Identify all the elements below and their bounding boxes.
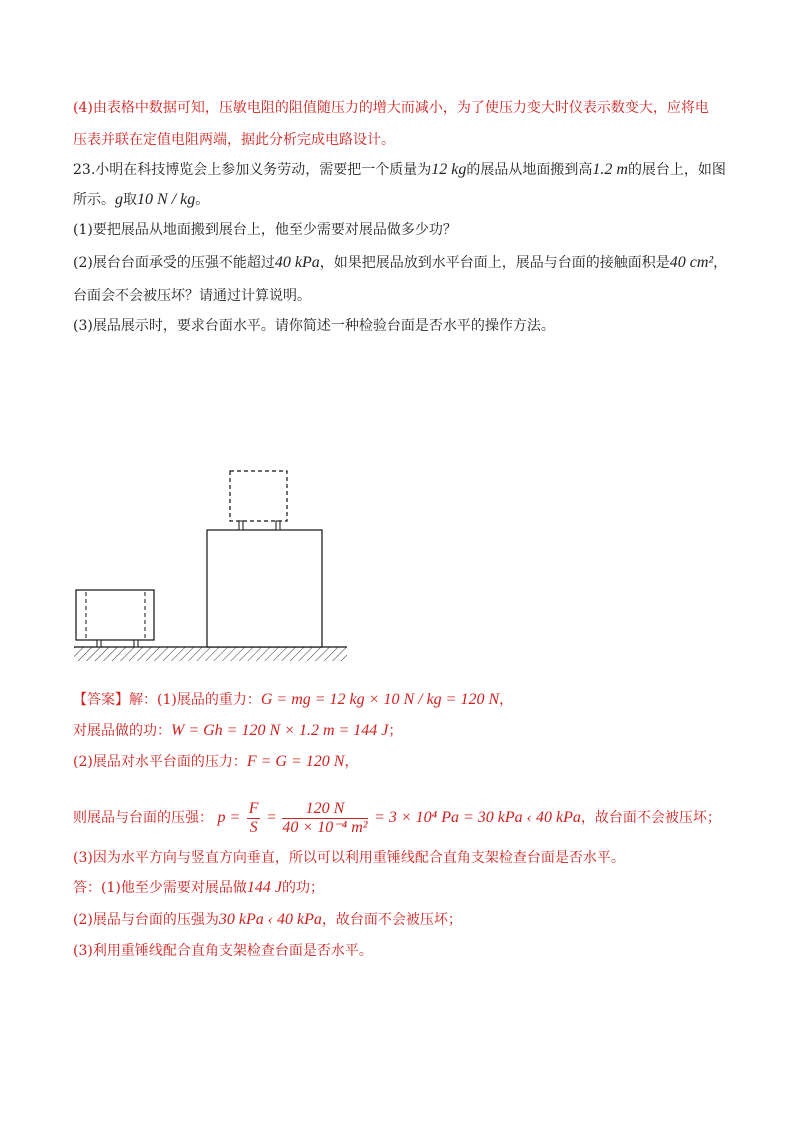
question-part-1: (1)要把展品从地面搬到展台上，他至少需要对展品做多少功？ [73,222,457,238]
work-equation: W = Gh = 120 N × 1.2 m = 144 J [171,722,389,739]
conclusion-3: (3)利用重锤线配合直角支架检查台面是否水平。 [73,943,373,959]
exhibit-diagram [70,465,360,665]
exhibit-foot [239,521,243,530]
pressure-limit: 40 kPa [274,254,320,271]
exhibit-on-floor [76,590,154,640]
fraction-denominator: 40 × 10⁻⁴ m² [282,818,368,836]
answer-text: 则展品与台面的压强： [73,810,213,826]
prev-answer-line-1: (4)由表格中数据可知，压敏电阻的阻值随压力的增大而减小，为了使压力变大时仪表示数变大，应将电 [73,100,709,116]
pressure-symbol: p = [217,809,241,826]
exhibit-foot [97,640,101,647]
equals-sign: = [266,809,276,826]
prev-answer-line-2: 压表并联在定值电阻两端，据此分析完成电路设计。 [73,132,395,148]
answer-text: ， [344,754,359,770]
question-stem: 的展品从地面搬到高 [466,162,593,178]
question-stem: 所示。 [73,192,115,208]
answer-step-2 [73,721,402,741]
exhibit-on-stand [230,471,287,521]
question-stem: 取 [123,192,137,208]
question-line-1 [73,160,726,180]
work-value: 144 J [246,879,282,896]
height-value: 1.2 m [592,161,628,178]
answer-text: ，故台面不会被压坏； [580,810,721,826]
pressure-result: = 3 × 10⁴ Pa = 30 kPa ‹ 40 kPa [374,809,581,826]
answer-text: ，故台面不会被压坏； [321,912,462,928]
ground-hatch [74,647,347,661]
answer-tag: 【答案】 [73,692,129,708]
question-stem: 小明在科技博览会上参加义务劳动，需要把一个质量为 [95,162,432,178]
question-stem: 。 [195,192,210,208]
answer-text: ， [499,692,514,708]
question-text: ， [713,255,728,271]
exhibit-foot [134,640,138,647]
answer-step-5: (3)因为水平方向与竖直方向垂直，所以可以利用重锤线配合直角支架检查台面是否水平。 [73,850,625,866]
answer-text: 的功； [281,880,324,896]
answer-text: 对展品做的功： [73,723,171,739]
mass-value: 12 kg [431,161,467,178]
pressure-compare: 30 kPa ‹ 40 kPa [218,911,322,928]
question-line-2 [73,190,209,210]
fraction-denominator: S [249,818,258,836]
contact-area: 40 cm² [669,254,714,271]
conclusion-1 [73,878,324,898]
fraction-values [282,800,367,837]
exhibit-foot [276,521,280,530]
g-symbol: g [115,191,123,208]
fraction-f-over-s [247,800,261,837]
question-part-3: (3)展品展示时，要求台面水平。请你简述一种检验台面是否水平的操作方法。 [73,318,555,334]
answer-text: 答：(1)他至少需要对展品做 [73,880,247,896]
g-value: 10 N / kg [137,191,196,208]
question-part-2 [73,253,727,273]
answer-step-4 [73,798,721,838]
question-number: 23. [73,162,96,178]
force-equation: F = G = 120 N [246,753,345,770]
gravity-equation: G = mg = 12 kg × 10 N / kg = 120 N [260,691,500,708]
question-stem: 的展台上，如图 [627,162,726,178]
answer-text: (2)展品对水平台面的压力： [73,754,247,770]
answer-step-1 [73,690,513,710]
fraction-numerator: F [248,799,259,817]
question-text: (2)展台台面承受的压强不能超过 [73,255,275,271]
conclusion-2 [73,910,462,930]
question-part-2-cont: 台面会不会被压坏？请通过计算说明。 [73,288,311,304]
answer-text: 解： [129,692,157,708]
answer-text: ； [388,723,403,739]
answer-text: (2)展品与台面的压强为 [73,912,219,928]
answer-text: (1)展品的重力： [157,692,261,708]
fraction-numerator: 120 N [282,800,367,819]
question-text: ，如果把展品放到水平台面上，展品与台面的接触面积是 [319,255,670,271]
answer-step-3 [73,752,358,772]
display-stand [207,530,322,647]
